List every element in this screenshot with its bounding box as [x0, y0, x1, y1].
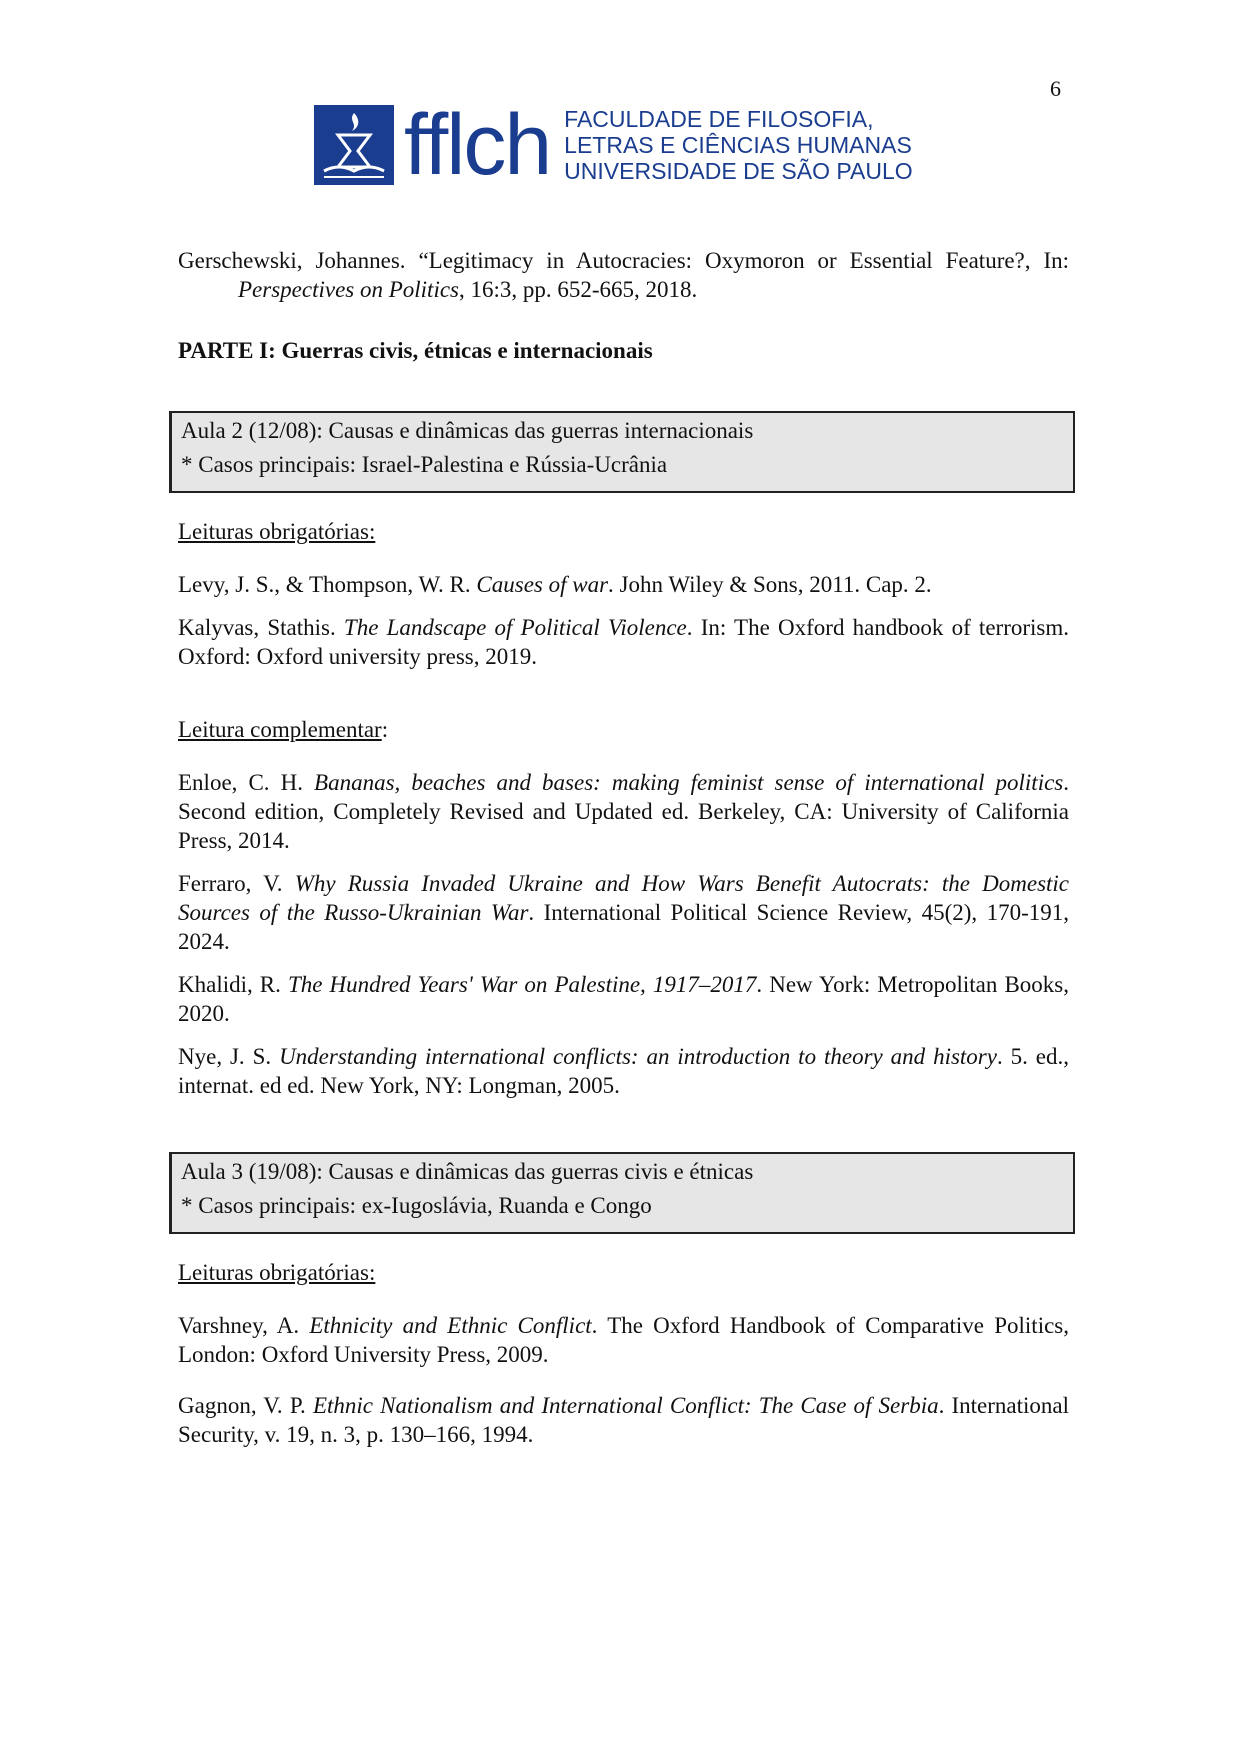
- fflch-emblem-icon: [314, 105, 394, 185]
- reference-enloe: Enloe, C. H. Bananas, beaches and bases: making feminist sense of international politics. Second edition, Completely Revised and Updated ed. Berkeley, CA: University of California Press, 2014.: [178, 770, 1069, 853]
- reference-levy: Levy, J. S., & Thompson, W. R. Causes of war. John Wiley & Sons, 2011. Cap. 2.: [178, 572, 932, 597]
- heading-leitura-complementar: Leitura complementar:: [178, 717, 389, 742]
- logo-text: [564, 106, 913, 184]
- reference-ferraro: Ferraro, V. Why Russia Invaded Ukraine and How Wars Benefit Autocrats: the Domestic Sources of the Russo-Ukrainian War. International Political Science Review, 45(2), 170-191, 2024.: [178, 871, 1070, 954]
- reference-gagnon: Gagnon, V. P. Ethnic Nationalism and International Conflict: The Case of Serbia. International Security, v. 19, n. 3, p. 130–166, 1994.: [178, 1393, 1069, 1447]
- logo-wordmark: fflch: [404, 97, 551, 193]
- logo-line-3: UNIVERSIDADE DE SÃO PAULO: [564, 158, 913, 184]
- section-title-parte-i: PARTE I: Guerras civis, étnicas e internacionais: [178, 338, 653, 363]
- lesson-cases: * Casos principais: ex-Iugoslávia, Ruanda e Congo: [181, 1193, 652, 1218]
- heading-leituras-obrigatorias: Leituras obrigatórias:: [178, 519, 376, 544]
- heading-leituras-obrigatorias: Leituras obrigatórias:: [178, 1260, 376, 1285]
- lesson-title: Aula 2 (12/08): Causas e dinâmicas das guerras internacionais: [181, 418, 754, 443]
- lesson-box-aula-3: [169, 1152, 1075, 1234]
- reference-kalyvas: Kalyvas, Stathis. The Landscape of Political Violence. In: The Oxford handbook of terrorism. Oxford: Oxford university press, 2019.: [178, 615, 1069, 669]
- reference-gerschewski: Gerschewski, Johannes. “Legitimacy in Autocracies: Oxymoron or Essential Feature?, In: Perspectives on Politics, 16:3, pp. 652-665, 2018.: [178, 248, 1070, 302]
- page-content: [178, 246, 1069, 1449]
- lesson-cases: * Casos principais: Israel-Palestina e Rússia-Ucrânia: [181, 452, 668, 477]
- logo-line-1: FACULDADE DE FILOSOFIA,: [564, 106, 874, 132]
- reference-khalidi: Khalidi, R. The Hundred Years' War on Palestine, 1917–2017. New York: Metropolitan Books, 2020.: [178, 972, 1069, 1026]
- logo-line-2: LETRAS E CIÊNCIAS HUMANAS: [564, 132, 912, 158]
- reference-varshney: Varshney, A. Ethnicity and Ethnic Conflict. The Oxford Handbook of Comparative Politics, London: Oxford University Press, 2009.: [178, 1313, 1069, 1367]
- lesson-title: Aula 3 (19/08): Causas e dinâmicas das guerras civis e étnicas: [181, 1159, 754, 1184]
- page-number: 6: [1050, 76, 1061, 101]
- reference-nye: Nye, J. S. Understanding international conflicts: an introduction to theory and history. 5. ed., internat. ed ed. New York, NY: Longman, 2005.: [178, 1044, 1070, 1098]
- lesson-box-aula-2: [169, 411, 1075, 493]
- fflch-logo: [314, 97, 913, 193]
